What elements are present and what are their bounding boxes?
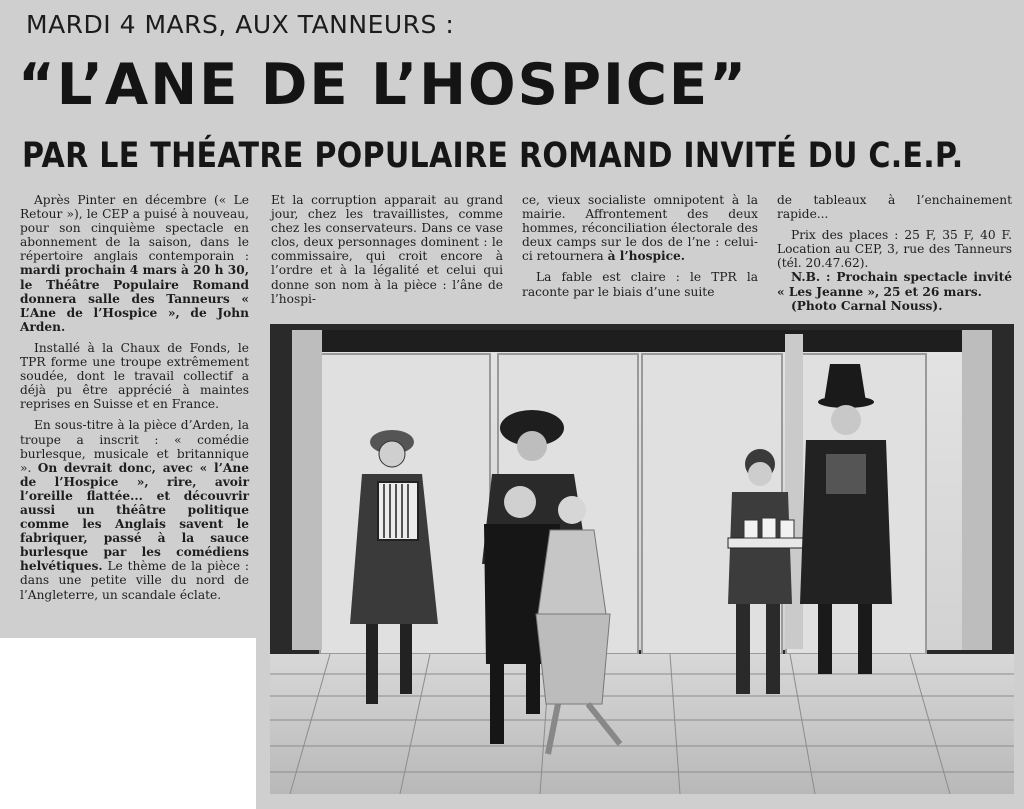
column3-paragraph-2: [522, 270, 758, 298]
column1-bold-1: mardi prochain 4 mars à 20 h 30, le Théâtre Populaire Romand donnera salle des Tanneurs « L’Ane de l’Hospice », de John Arden.: [20, 263, 249, 334]
article-column-1: [20, 193, 249, 609]
stage-pillar-left: [292, 330, 322, 650]
article-column-2: [271, 193, 503, 313]
article-column-4: [777, 193, 1012, 320]
column4-text-3: N.B. : Prochain spectacle invité « Les Jeanne », 25 et 26 mars.: [777, 270, 1012, 299]
column3-bold-1: à l’hospice.: [607, 249, 686, 264]
column4-text-2: Prix des places : 25 F, 35 F, 40 F. Location au CEP, 3, rue des Tanneurs (tél. 20.47.62).: [777, 228, 1012, 271]
column1-paragraph-1: [20, 193, 249, 334]
column1-paragraph-3: [20, 418, 249, 601]
column1-bold-3: On devrait donc, avec « l’Ane de l’Hospice », rire, avoir l’oreille flattée... et découvrir aussi un théâtre politique comme les Anglais savent le fabriquer, passé à la sauce burlesque par les comédiens helvétiques.: [20, 460, 249, 574]
stage-pillar-right: [962, 330, 992, 650]
glasses-icon: [744, 518, 794, 538]
column3-paragraph-1: [522, 193, 758, 263]
column2-text-1: Et la corruption apparait au grand jour, chez les travaillistes, comme chez les conservateurs. Dans ce vase clos, deux personnages dominent : le commissaire, qui croit encore à l’ordre et à la légalité et celui qui donne son nom à la pièce : l’âne de l’hospi-: [271, 193, 503, 306]
headline: “L’ANE DE L’HOSPICE”: [18, 52, 748, 119]
column3-text-2: La fable est claire : le TPR la raconte par le biais d’une suite: [522, 270, 758, 299]
article-column-3: [522, 193, 758, 306]
column1-text-2: Installé à la Chaux de Fonds, le TPR forme une troupe extrêmement soudée, dont le travail collectif a déjà pu être apprécié à maintes reprises en Suisse et en France.: [20, 340, 249, 412]
column2-paragraph-1: [271, 193, 503, 306]
stage-top-beam: [292, 330, 992, 352]
column4-paragraph-3: [777, 270, 1012, 298]
stage-photo: [270, 324, 1014, 794]
stage-floor: [270, 654, 1014, 794]
column1-text-3b: Le thème de la pièce : dans une petite ville du nord de l’Angleterre, un scandale éclate.: [20, 559, 250, 602]
column1-paragraph-2: [20, 341, 249, 411]
stage-photo-image: [270, 324, 1014, 794]
dateline: MARDI 4 MARS, AUX TANNEURS :: [26, 10, 455, 39]
subheadline: PAR LE THÉATRE POPULAIRE ROMAND INVITÉ DU C.E.P.: [22, 136, 964, 176]
column3-text-1: ce, vieux socialiste omnipotent à la mairie. Affrontement des deux hommes, réconciliation électorale des deux camps sur le dos de l’ne : celui-ci retournera: [522, 193, 758, 264]
column1-text-1: Après Pinter en décembre (« Le Retour »), le CEP a puisé à nouveau, pour son cinquième spectacle en abonnement de la saison, dans le répertoire anglais contemporain :: [20, 193, 249, 264]
photo-credit: (Photo Carnal Nouss).: [791, 298, 943, 313]
clipping-cutout: [0, 638, 256, 809]
column4-text-1: de tableaux à l’enchainement rapide...: [777, 193, 1012, 222]
column1-text-3a: En sous-titre à la pièce d’Arden, la troupe a inscrit : « comédie burlesque, musicale et britannique ».: [20, 418, 249, 475]
column4-paragraph-1: [777, 193, 1012, 221]
column4-paragraph-2: [777, 228, 1012, 270]
